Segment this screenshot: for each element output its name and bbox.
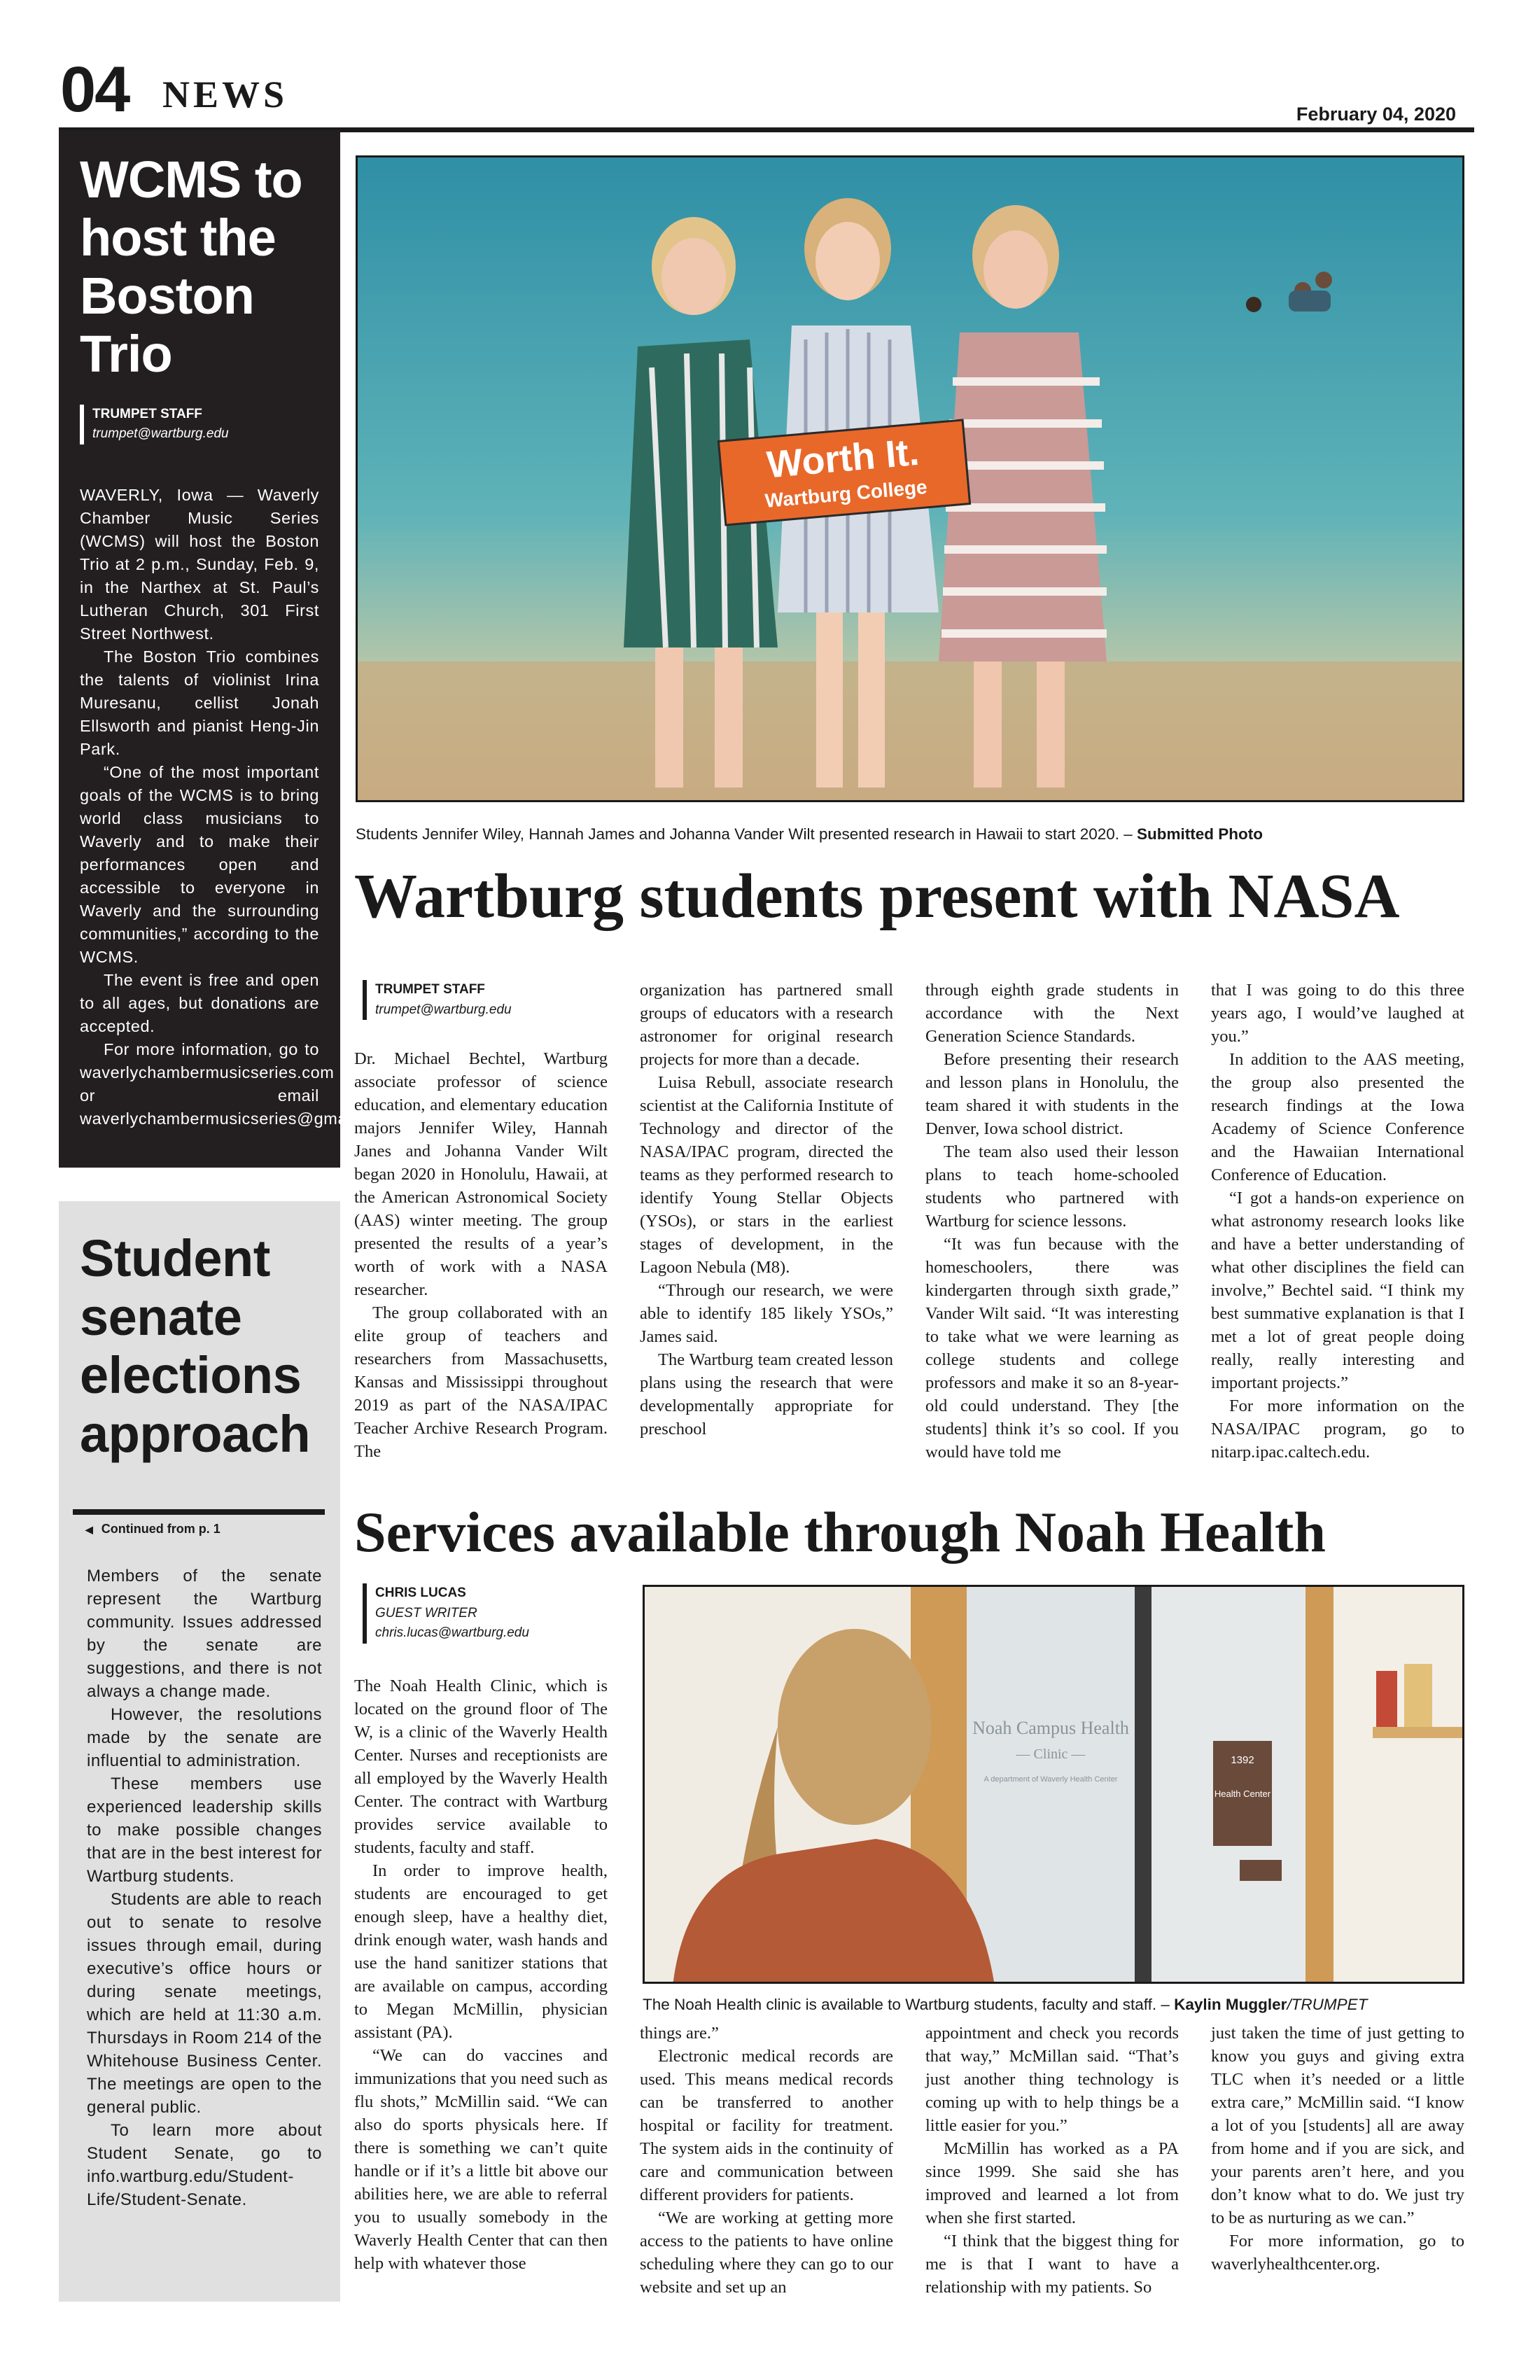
wcms-sidebar-story xyxy=(59,130,398,1168)
byline-role: GUEST WRITER xyxy=(375,1605,477,1620)
byline-name: CHRIS LUCAS xyxy=(375,1586,466,1600)
paragraph: through eighth grade students in accordance with the Next Generation Science Standards. xyxy=(925,981,1179,1046)
senate-body xyxy=(74,1564,322,2211)
paragraph: For more information on the NASA/IPAC program, go to nitarp.ipac.caltech.edu. xyxy=(1211,1396,1464,1462)
page-number: 04 xyxy=(60,54,130,125)
nasa-column-1 xyxy=(354,1047,608,1463)
paragraph: Luisa Rebull, associate research scientist at the California Institute of Technology and director of the NASA/IPAC program, directed the teams as they performed research to identify Young Stellar Objects (YSOs), or stars in the earliest stages of development, in the Lagoon Nebula (M8). xyxy=(640,1073,893,1277)
nasa-column-4 xyxy=(1211,979,1464,1464)
clinic-photo-illustration xyxy=(645,1587,1464,1984)
noah-clinic-photo xyxy=(643,1585,1464,1984)
paragraph: Members of the senate represent the Wartburg community. Issues addressed by the senate are suggestions, and there is not always a change made. xyxy=(87,1567,322,1702)
paragraph: However, the resolutions made by the senate are influential to administration. xyxy=(87,1705,322,1771)
paragraph: Dr. Michael Bechtel, Wartburg associate professor of science education, and elementary education majors Jennifer Wiley, Hannah Janes and Johanna Vander Wilt began 2020 in Honolulu, Hawaii, at the American Astronomical Society (AAS) winter meeting. The group presented the results of a year’s worth of work with a NASA researcher. xyxy=(354,1049,608,1299)
paragraph: For more information, go to waverlyhealthcenter.org. xyxy=(1211,2232,1464,2274)
wcms-headline: WCMS to host the Boston Trio xyxy=(80,150,302,383)
paragraph: In order to improve health, students are encouraged to get enough sleep, have a healthy diet, drink enough water, wash hands and use the hand sanitizer stations that are available on campus, according to Megan McMillin, physician assistant (PA). xyxy=(354,1861,608,2042)
paragraph: The Wartburg team created lesson plans using the research that were developmentally appropriate for preschool xyxy=(640,1350,893,1438)
section-label: NEWS xyxy=(162,74,288,115)
noah-column-1 xyxy=(354,1674,608,2275)
paragraph: The team also used their lesson plans to teach home-schooled students who partnered with Wartburg for science lessons. xyxy=(925,1142,1179,1231)
clinic-sign-name: Noah Campus Health xyxy=(972,1718,1129,1738)
banner-text-college: Wartburg College xyxy=(764,475,928,512)
paragraph: just taken the time of just getting to know you guys and giving extra TLC when it’s needed or a little extra care,” McMillin said. “I know a lot of you [students] all are away from home and if you are sick, and your parents aren’t here, and you don’t know what to do. We just try to be as nurturing as we can.” xyxy=(1211,2024,1464,2227)
banner-text-worth-it: Worth It. xyxy=(765,430,921,486)
left-arrow-icon: ◀ xyxy=(85,1524,93,1536)
paragraph: things are.” xyxy=(640,2024,719,2043)
paragraph: In addition to the AAS meeting, the group also presented the research findings at the Iowa Academy of Science Conference and the Hawaiian International Conference of Education. xyxy=(1211,1050,1464,1184)
noah-photo-caption xyxy=(643,1995,1367,2014)
byline-name: TRUMPET STAFF xyxy=(375,982,485,997)
paragraph: The Noah Health Clinic, which is located on the ground floor of The W, is a clinic of the Waverly Health Center. Nurses and receptionists are all employed by the Waverly Health Center. The contract with Wartburg provides service available to students, faculty and staff. xyxy=(354,1676,608,1857)
nasa-byline xyxy=(363,980,512,1020)
continued-label: Continued from p. 1 xyxy=(101,1522,220,1536)
clinic-sign-word: — Clinic — xyxy=(1016,1746,1086,1762)
nasa-photo-caption xyxy=(356,825,1263,844)
noah-byline xyxy=(363,1583,529,1644)
noah-column-4 xyxy=(1211,2022,1464,2276)
paragraph: Before presenting their research and lesson plans in Honolulu, the team shared it with students in the Denver, Iowa school district. xyxy=(925,1050,1179,1138)
caption-publication: /TRUMPET xyxy=(1287,1996,1368,2013)
paragraph: “I think that the biggest thing for me is that I want to have a relationship with my patients. So xyxy=(925,2232,1179,2297)
paragraph: To learn more about Student Senate, go to info.wartburg.edu/Student-Life/Student-Senate. xyxy=(87,2121,322,2210)
paragraph: “I got a hands-on experience on what astronomy research looks like and have a better understanding of what other disciplines the field can involve,” Bechtel said. “I think my best summative explanation is that I met a lot of great people doing really, really interesting and important projects.” xyxy=(1211,1189,1464,1392)
senate-headline: Student senate elections approach xyxy=(80,1229,311,1463)
beach-photo-illustration xyxy=(358,158,1464,802)
paragraph: that I was going to do this three years ago, I would’ve laughed at you.” xyxy=(1211,981,1464,1046)
nasa-column-2 xyxy=(640,979,893,1441)
senate-sidebar-story xyxy=(59,1201,340,2302)
paragraph: “One of the most important goals of the WCMS is to bring world class musicians to Waverly and to make their performances open and accessible to everyone in Waverly and the surrounding communities,” according to the WCMS. xyxy=(80,762,319,966)
paragraph: Electronic medical records are used. This means medical records can be transferred to another hospital or facility for treatment. The system aids in the continuity of care and communication between different providers for patients. xyxy=(640,2047,893,2204)
nasa-headline: Wartburg students present with NASA xyxy=(354,862,1400,931)
paragraph: “It was fun because with the homeschoolers, there was kindergarten through sixth grade,” Vander Wilt said. “It was interesting to take what we were learning as college students and college professors and make it so an 8-year-old could understand. They [the students] think it’s so cool. If you would have told me xyxy=(925,1235,1179,1462)
wcms-body xyxy=(80,484,398,1130)
byline-email: chris.lucas@wartburg.edu xyxy=(375,1625,529,1640)
caption-text: The Noah Health clinic is available to Wartburg students, faculty and staff. – xyxy=(643,1996,1175,2013)
noah-headline: Services available through Noah Health xyxy=(354,1500,1326,1564)
paragraph: The Boston Trio combines the talents of violinist Irina Muresanu, cellist Jonah Ellsworth and pianist Heng-Jin Park. xyxy=(80,647,319,758)
nasa-column-3 xyxy=(925,979,1179,1464)
paragraph: organization has partnered small groups of educators with a research astronomer for original research projects for more than a decade. xyxy=(640,981,893,1069)
caption-credit: Submitted Photo xyxy=(1137,825,1264,843)
caption-credit: Kaylin Muggler xyxy=(1174,1996,1287,2013)
paragraph: These members use experienced leadership skills to make possible changes that are in the best interest for Wartburg students. xyxy=(87,1774,322,1886)
paragraph: Students are able to reach out to senate to resolve issues through email, during executive’s office hours or during senate meetings, which are held at 11:30 a.m. Thursdays in Room 214 of the Whitehouse Business Center. The meetings are open to the general public. xyxy=(87,1890,322,2118)
continued-from-jump xyxy=(73,1509,325,1536)
room-label: Health Center xyxy=(1214,1788,1271,1799)
byline-email: trumpet@wartburg.edu xyxy=(375,1002,512,1017)
noah-column-2 xyxy=(640,2022,893,2299)
paragraph: The event is free and open to all ages, but donations are accepted. xyxy=(80,970,319,1035)
paragraph: “We are working at getting more access to the patients to have online scheduling where they can go to our website and set up an xyxy=(640,2208,893,2297)
paragraph: For more information, go to waverlychambermusicseries.com or email waverlychambermusicseries@gmail.com. xyxy=(80,1040,398,1128)
byline-email: trumpet@wartburg.edu xyxy=(92,426,229,441)
wcms-byline xyxy=(80,405,319,444)
paragraph: The group collaborated with an elite group of teachers and researchers from Massachusetts, Kansas and Mississippi throughout 2019 as part of the NASA/IPAC Teacher Archive Research Program. The xyxy=(354,1303,608,1461)
paragraph: “Through our research, we were able to identify 185 likely YSOs,” James said. xyxy=(640,1281,893,1346)
caption-text: Students Jennifer Wiley, Hannah James and Johanna Vander Wilt presented research in Hawaii to start 2020. – xyxy=(356,825,1138,843)
issue-date: February 04, 2020 xyxy=(1296,104,1456,125)
paragraph: appointment and check you records that way,” McMillan said. “That’s just another thing technology is coming up with to help things be a little easier for you.” xyxy=(925,2024,1179,2135)
nasa-beach-photo xyxy=(356,155,1464,802)
paragraph: “We can do vaccines and immunizations that you need such as flu shots,” McMillin said. “We can also do sports physicals here. If there is something we can’t quite handle or if it’s a little bit above our abilities here, we are able to referral you to usually somebody in the Waverly Health Center that can then help with whatever those xyxy=(354,2046,608,2273)
paragraph: McMillin has worked as a PA since 1999. She said she has improved and learned a lot from when she first started. xyxy=(925,2139,1179,2227)
byline-name: TRUMPET STAFF xyxy=(92,406,202,421)
clinic-sign-department: A department of Waverly Health Center xyxy=(983,1775,1118,1784)
noah-column-3 xyxy=(925,2022,1179,2299)
room-number: 1392 xyxy=(1231,1754,1254,1766)
paragraph: WAVERLY, Iowa — Waverly Chamber Music Series (WCMS) will host the Boston Trio at 2 p.m., Sunday, Feb. 9, in the Narthex at St. Paul’s Lutheran Church, 301 First Street Northwest. xyxy=(80,485,319,643)
